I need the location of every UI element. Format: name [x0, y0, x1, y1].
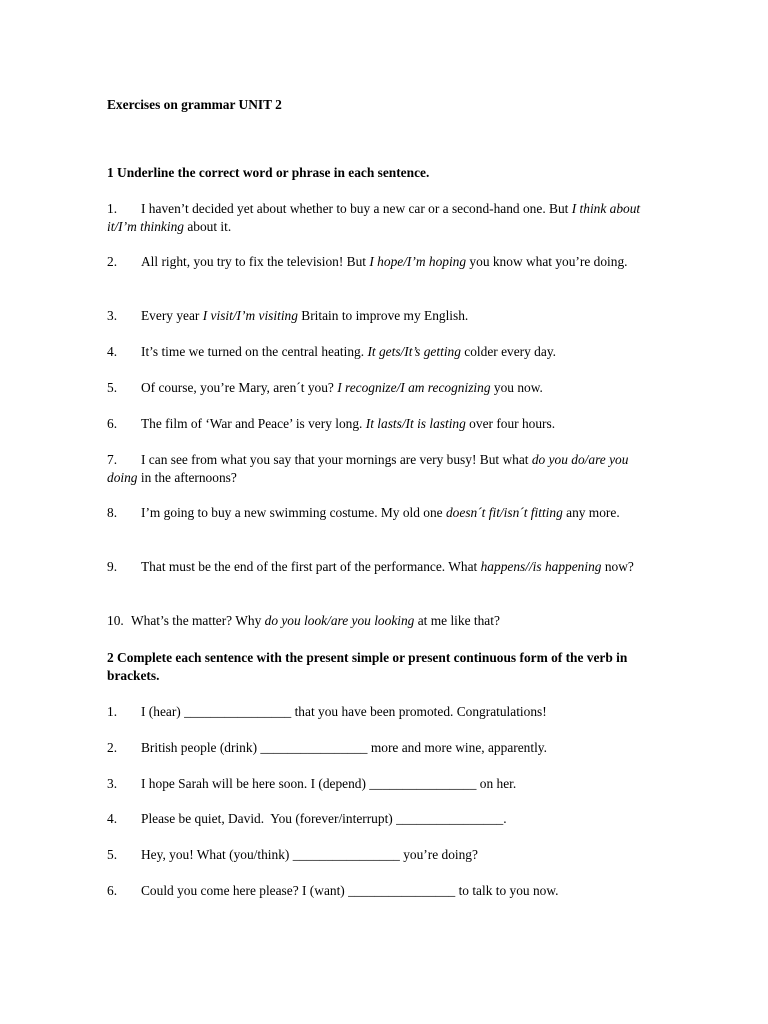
exercise1-item-4: 4. It’s time we turned on the central heating. It gets/It’s getting colder every day. — [107, 344, 556, 359]
document-title: Exercises on grammar UNIT 2 — [107, 97, 282, 112]
exercise1-item-5: 5. Of course, you’re Mary, aren´t you? I recognize/I am recognizing you now. — [107, 380, 543, 395]
exercise2-item-1: 1. I (hear) ________________ that you have been promoted. Congratulations! — [107, 704, 547, 719]
section2-heading: 2 Complete each sentence with the present simple or present continuous form of the verb in brackets. — [107, 650, 628, 683]
exercise1-item-1: 1. I haven’t decided yet about whether to buy a new car or a second-hand one. But I think about it/I’m thinking about it. — [107, 201, 641, 234]
exercise1-item-3: 3. Every year I visit/I’m visiting Britain to improve my English. — [107, 308, 469, 323]
exercise2-item-5: 5. Hey, you! What (you/think) ________________ you’re doing? — [107, 847, 478, 862]
exercise1-item-6: 6. The film of ‘War and Peace’ is very long. It lasts/It is lasting over four hours. — [107, 416, 556, 431]
exercise2-item-6: 6. Could you come here please? I (want) ________________ to talk to you now. — [107, 883, 559, 898]
exercise2-item-4: 4. Please be quiet, David. You (forever/interrupt) ________________. — [107, 811, 507, 826]
exercise1-item-2: 2. All right, you try to fix the television! But I hope/I’m hoping you know what you’re doing. — [107, 254, 628, 269]
exercise1-item-8: 8. I’m going to buy a new swimming costume. My old one doesn´t fit/isn´t fitting any more. — [107, 505, 620, 520]
exercise2-item-2: 2. British people (drink) ________________ more and more wine, apparently. — [107, 740, 547, 755]
exercise2-item-3: 3. I hope Sarah will be here soon. I (depend) ________________ on her. — [107, 776, 517, 791]
exercise1-item-7: 7. I can see from what you say that your mornings are very busy! But what do you do/are you doing in the afternoons? — [107, 452, 629, 485]
exercise1-item-9: 9. That must be the end of the first part of the performance. What happens//is happening now? — [107, 559, 634, 574]
section1-heading: 1 Underline the correct word or phrase in each sentence. — [107, 165, 430, 180]
exercise1-item-10: 10. What’s the matter? Why do you look/are you looking at me like that? — [107, 613, 500, 628]
